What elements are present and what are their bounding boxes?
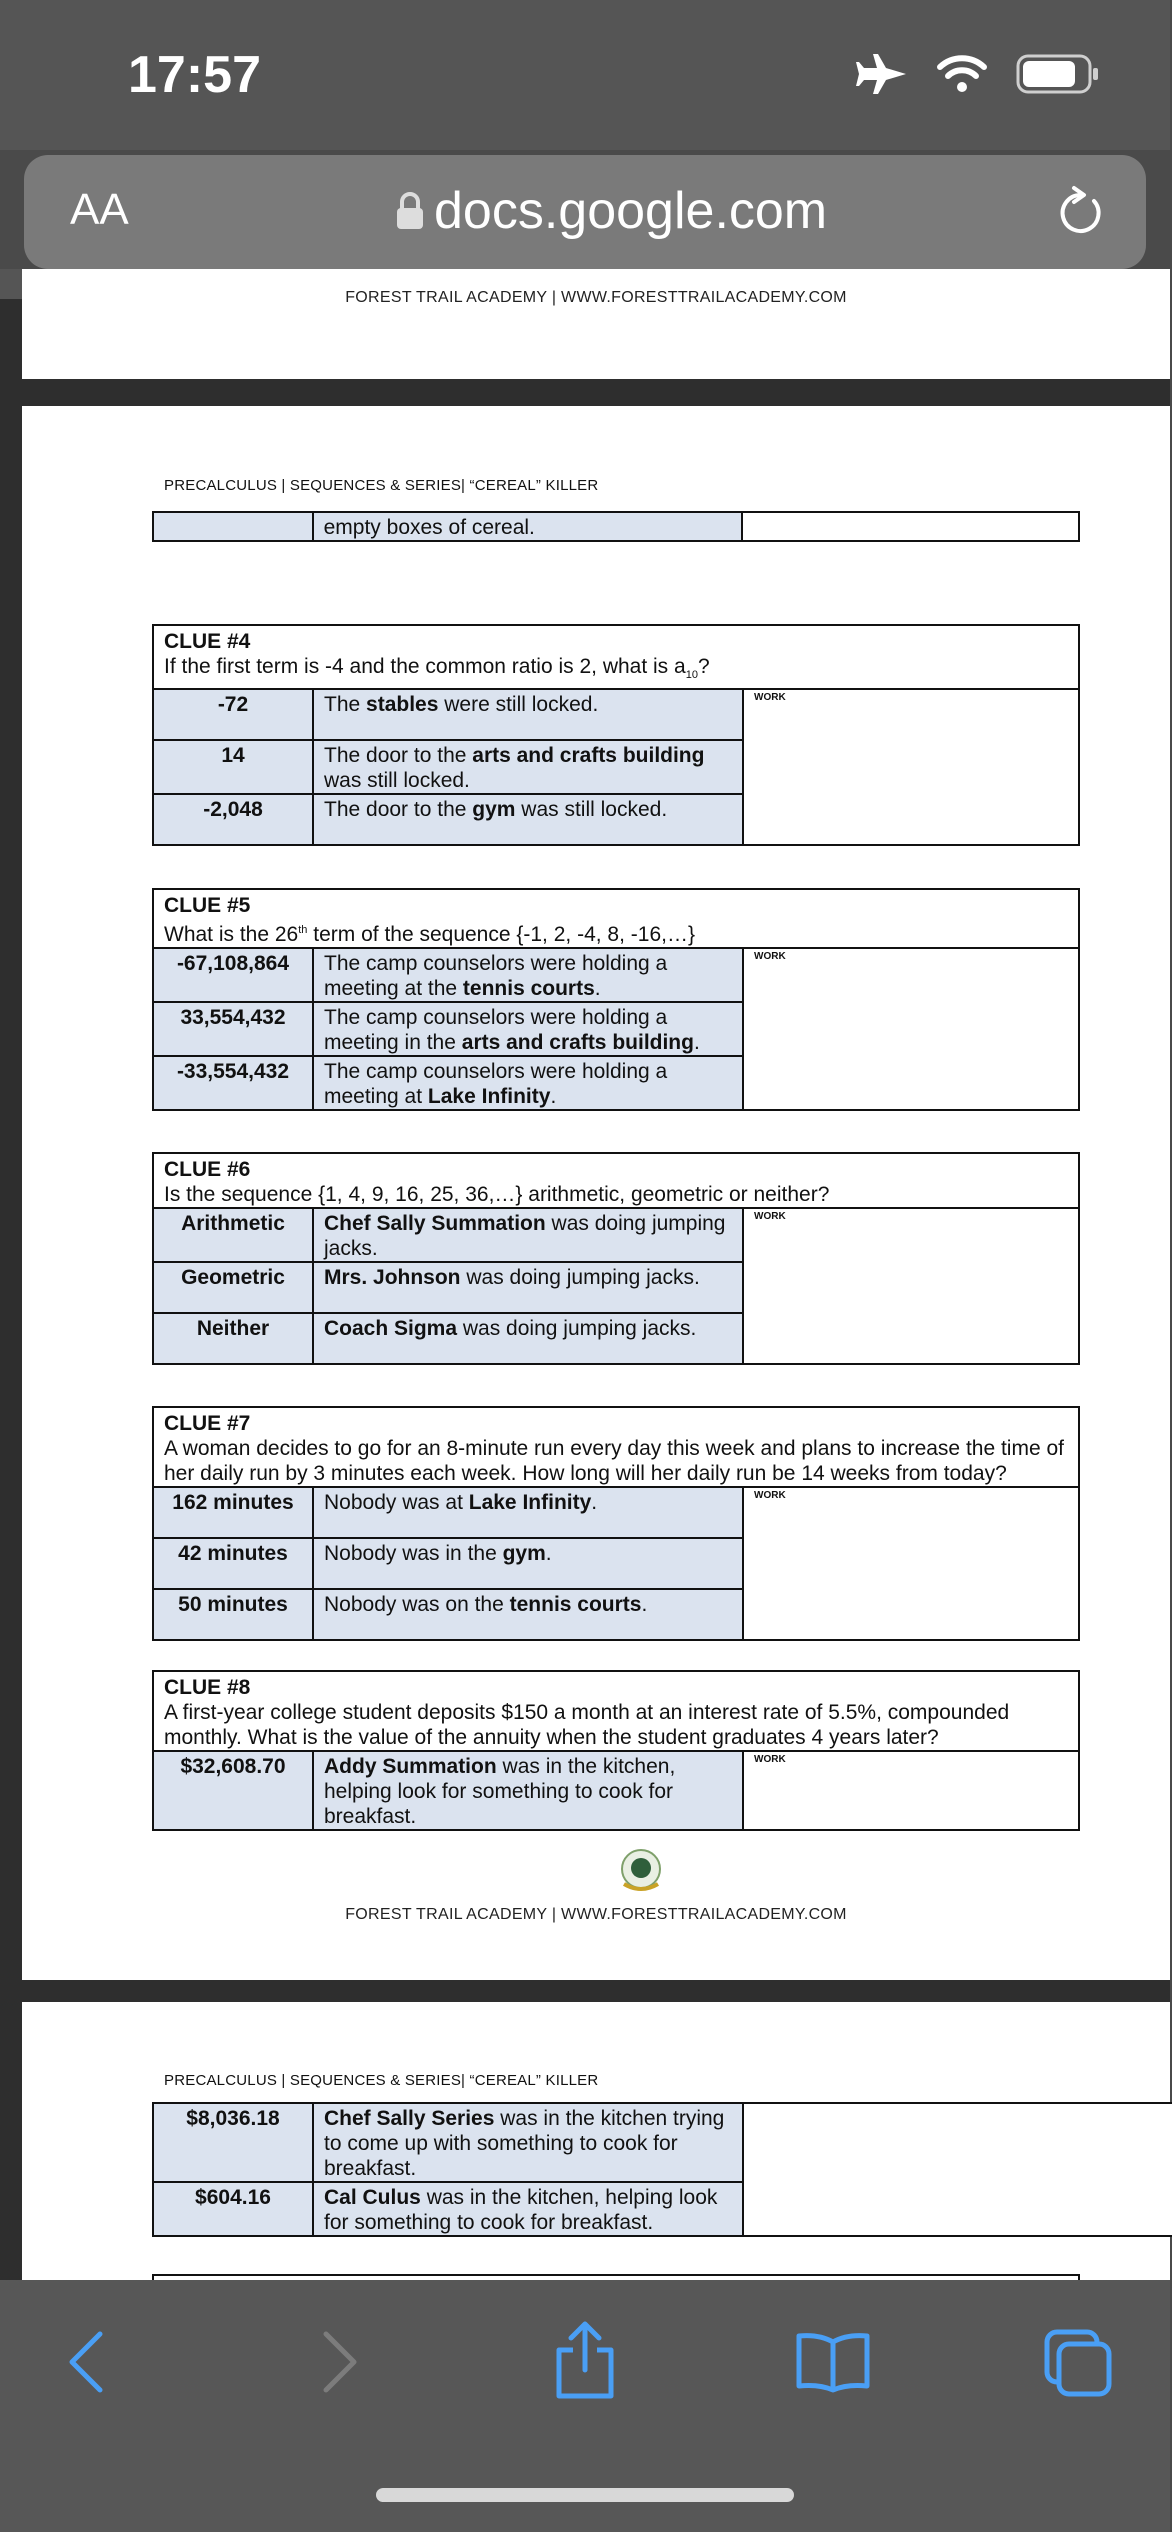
work-cell	[743, 2103, 1172, 2236]
result-bold: gym	[502, 1542, 546, 1565]
result-cell	[313, 1056, 743, 1110]
clue-question	[153, 889, 1079, 948]
tabs-icon[interactable]	[1043, 2328, 1113, 2398]
work-cell: WORK	[743, 948, 1079, 1110]
clue-title: CLUE #6	[164, 1158, 251, 1181]
result-cell	[313, 1589, 743, 1640]
work-cell: WORK	[743, 1487, 1079, 1640]
answer-cell: $8,036.18	[153, 2103, 313, 2182]
result-bold: arts and crafts building	[461, 1031, 694, 1054]
back-icon[interactable]	[66, 2330, 106, 2394]
result-cell	[313, 794, 743, 845]
table-row	[153, 689, 1079, 740]
result-pre: The camp counselors were holding a meeting at	[324, 1060, 668, 1108]
answer-cell: 14	[153, 740, 313, 794]
document-viewport[interactable]	[0, 289, 1170, 2280]
clue-question-row	[153, 1153, 1079, 1208]
table-row	[153, 1751, 1079, 1830]
result-bold: Chef Sally Summation	[324, 1212, 546, 1235]
home-indicator[interactable]	[376, 2488, 794, 2502]
clue-table	[152, 2102, 1172, 2237]
result-bold: Cal Culus	[324, 2186, 421, 2209]
result-post: .	[591, 1491, 598, 1514]
clue-question-row	[153, 1407, 1079, 1487]
result-pre: Nobody was on the	[324, 1593, 510, 1616]
clue-table	[152, 888, 1080, 1111]
answer-cell: Neither	[153, 1313, 313, 1364]
table-row	[153, 512, 1079, 541]
result-post: .	[594, 977, 601, 1000]
clue-table	[152, 1406, 1080, 1641]
result-cell	[313, 2103, 743, 2182]
result-cell	[313, 1487, 743, 1538]
result-post: were still locked.	[438, 693, 599, 717]
url-field[interactable]	[394, 181, 827, 241]
result-bold: Mrs. Johnson	[324, 1266, 461, 1289]
answer-cell	[153, 512, 313, 541]
result-cell	[313, 1262, 743, 1313]
answer-cell: -72	[153, 689, 313, 740]
clue-question	[153, 625, 1079, 689]
work-cell: WORK	[743, 1751, 1079, 1830]
result-pre: Nobody was at	[324, 1491, 469, 1514]
answer-cell: -67,108,864	[153, 948, 313, 1002]
result-post: was doing jumping jacks.	[324, 1212, 726, 1260]
result-bold: tennis courts	[509, 1593, 642, 1616]
clue-table	[152, 624, 1080, 846]
clue-question-row	[153, 625, 1079, 689]
result-cell	[313, 948, 743, 1002]
clue-title: CLUE #8	[164, 1676, 251, 1699]
result-pre: The door to the	[324, 798, 473, 822]
result-pre: The door to the	[324, 744, 473, 768]
answer-cell: Arithmetic	[153, 1208, 313, 1262]
result-pre: The camp counselors were holding a meeting at the	[324, 952, 668, 1000]
result-post: was in the kitchen trying to come up with something to cook for breakfast.	[324, 2107, 725, 2180]
answer-cell: $32,608.70	[153, 1751, 313, 1830]
result-post: was in the kitchen, helping look for something to cook for breakfast.	[324, 1755, 676, 1828]
result-post: was still locked.	[324, 769, 470, 793]
result-post: was still locked.	[515, 798, 668, 822]
table-row	[153, 1487, 1079, 1538]
result-bold: gym	[472, 798, 516, 822]
result-pre: The	[324, 693, 367, 717]
page-header: PRECALCULUS | SEQUENCES & SERIES| “CEREAL” KILLER	[164, 477, 599, 494]
result-cell	[313, 1002, 743, 1056]
answer-cell: $604.16	[153, 2182, 313, 2236]
answer-cell: 162 minutes	[153, 1487, 313, 1538]
answer-cell: 33,554,432	[153, 1002, 313, 1056]
clue-title: CLUE #4	[164, 630, 251, 653]
result-post: was doing jumping jacks.	[460, 1266, 700, 1289]
result-cell	[313, 1538, 743, 1589]
question-text: What is the 26	[164, 923, 299, 946]
text-size-button[interactable]: AA	[70, 185, 129, 234]
result-post: .	[545, 1542, 552, 1565]
airplane-icon	[856, 52, 908, 96]
next-page	[22, 2002, 1170, 2302]
result-post: .	[693, 1031, 700, 1054]
address-bar[interactable]	[24, 155, 1146, 269]
question-end: term of the sequence {-1, 2, -4, 8, -16,…}	[307, 923, 695, 946]
page-footer: FOREST TRAIL ACADEMY | WWW.FORESTTRAILACADEMY.COM	[345, 1906, 847, 1923]
work-cell: WORK	[743, 1208, 1079, 1364]
table-row	[153, 948, 1079, 1002]
result-post: .	[550, 1085, 557, 1108]
result-pre: Nobody was in the	[324, 1542, 503, 1565]
result-bold: tennis courts	[462, 977, 595, 1000]
result-bold: Lake Infinity	[427, 1085, 551, 1108]
clue-question	[153, 1407, 1079, 1487]
status-icons	[856, 52, 1100, 96]
status-bar	[0, 0, 1170, 150]
result-cell	[313, 2182, 743, 2236]
result-post: was in the kitchen, helping look for something to cook for breakfast.	[324, 2186, 718, 2234]
table-row	[153, 2103, 1172, 2182]
work-cell: WORK	[743, 689, 1079, 845]
question-text: A woman decides to go for an 8-minute run every day this week and plans to increase the time of her daily run by 3 minutes each week. How long will her daily run be 14 weeks from today?	[164, 1437, 1064, 1485]
question-end: ?	[697, 655, 710, 678]
clue-question	[153, 1153, 1079, 1208]
share-icon[interactable]	[553, 2320, 617, 2400]
result-cell	[313, 1208, 743, 1262]
result-cell	[313, 740, 743, 794]
forward-icon[interactable]	[320, 2330, 360, 2394]
result-cell	[313, 1751, 743, 1830]
answer-cell: -2,048	[153, 794, 313, 845]
url-text: docs.google.com	[434, 182, 828, 240]
reload-icon[interactable]	[1054, 185, 1106, 239]
prev-clue-table	[152, 511, 1080, 542]
table-row	[153, 1208, 1079, 1262]
answer-cell: 50 minutes	[153, 1589, 313, 1640]
answer-cell: 42 minutes	[153, 1538, 313, 1589]
clue-question-row	[153, 889, 1079, 948]
result-post: was doing jumping jacks.	[457, 1317, 697, 1340]
result-bold: Lake Infinity	[468, 1491, 592, 1514]
clue-table	[152, 1152, 1080, 1365]
clue-question	[153, 1671, 1079, 1751]
result-cell	[313, 1313, 743, 1364]
question-text: Is the sequence {1, 4, 9, 16, 25, 36,…} arithmetic, geometric or neither?	[164, 1183, 830, 1206]
answer-cell: Geometric	[153, 1262, 313, 1313]
page-header: PRECALCULUS | SEQUENCES & SERIES| “CEREAL” KILLER	[164, 2072, 599, 2089]
result-bold: arts and crafts building	[472, 744, 705, 768]
clue-title: CLUE #5	[164, 894, 251, 917]
result-bold: Chef Sally Series	[324, 2107, 495, 2130]
result-post: .	[641, 1593, 648, 1616]
result-bold: Addy Summation	[324, 1755, 497, 1778]
result-bold: Coach Sigma	[324, 1317, 458, 1340]
question-superscript: th	[298, 924, 308, 936]
clue-table	[152, 1670, 1080, 1831]
question-text: A first-year college student deposits $150 a month at an interest rate of 5.5%, compounded monthly. What is the value of the annuity when the student graduates 4 years later?	[164, 1701, 1010, 1749]
battery-icon	[1016, 54, 1100, 94]
lock-icon	[394, 191, 426, 231]
document-page	[22, 406, 1170, 1980]
academy-logo	[618, 1848, 664, 1894]
result-cell	[313, 689, 743, 740]
status-time: 17:57	[128, 46, 261, 104]
clue-question-row	[153, 1671, 1079, 1751]
question-text: If the first term is -4 and the common ratio is 2, what is a	[164, 655, 686, 678]
clue-title: CLUE #7	[164, 1412, 251, 1435]
result-bold: stables	[366, 693, 439, 717]
wifi-icon	[938, 55, 986, 93]
bookmarks-icon[interactable]	[795, 2332, 871, 2392]
question-subscript: 10	[685, 669, 698, 682]
previous-page	[22, 269, 1170, 379]
page-footer: FOREST TRAIL ACADEMY | WWW.FORESTTRAILACADEMY.COM	[345, 289, 847, 306]
answer-cell: -33,554,432	[153, 1056, 313, 1110]
result-cell: empty boxes of cereal.	[313, 512, 742, 541]
result-pre: The camp counselors were holding a meeting in the	[324, 1006, 668, 1054]
work-cell	[742, 512, 1079, 541]
